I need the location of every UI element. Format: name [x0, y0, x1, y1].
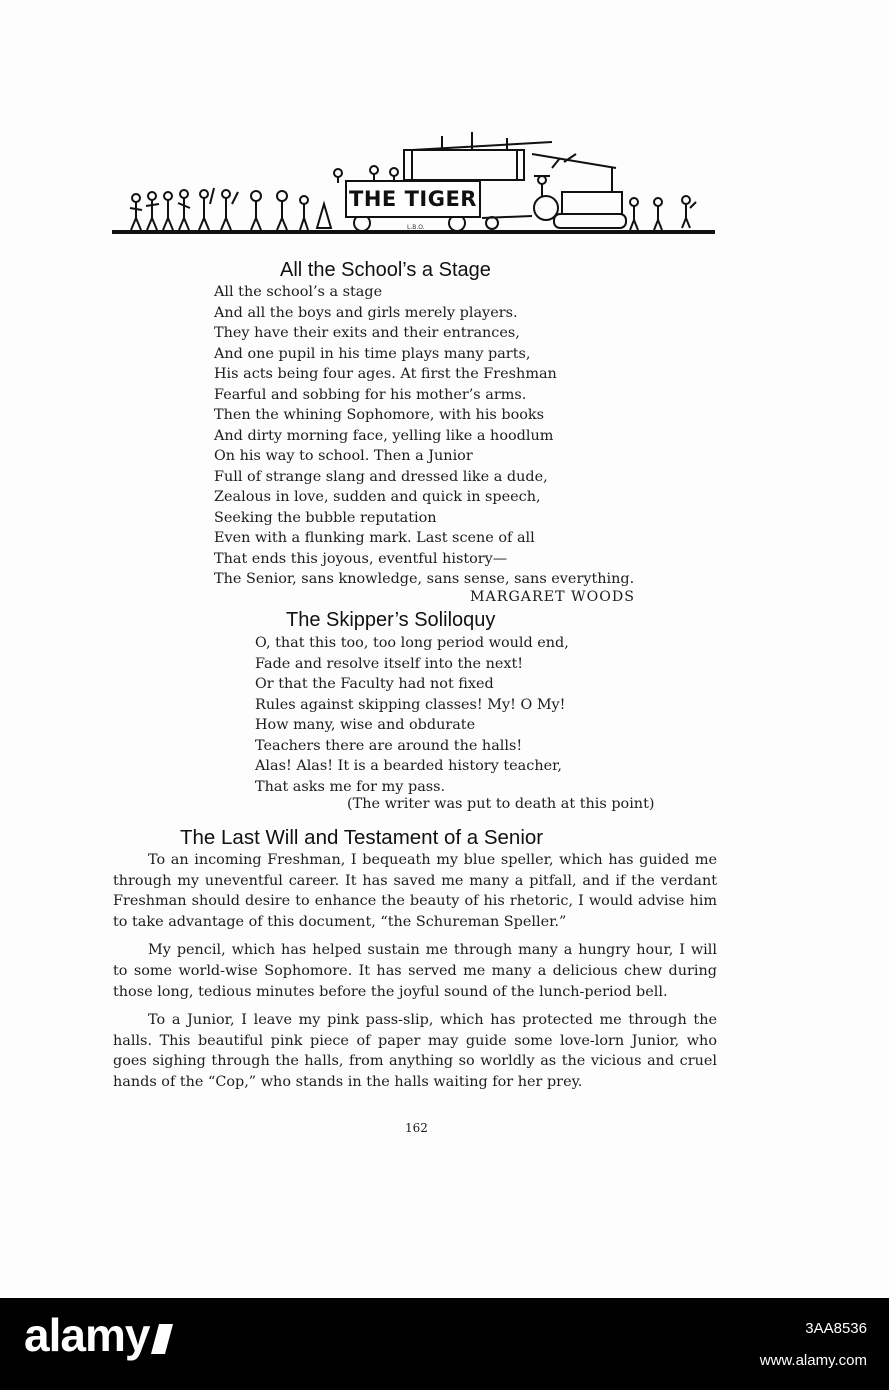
stock-watermark-bar [0, 1298, 889, 1390]
poem-line: Full of strange slang and dressed like a dude, [214, 468, 548, 485]
banner-title: THE TIGER [345, 180, 481, 218]
poem-line: Fearful and sobbing for his mother’s arms. [214, 386, 527, 403]
will-paragraph: To an incoming Freshman, I bequeath my blue speller, which has guided me through my uneventful career. It has saved me many a pitfall, and if the verdant Freshman should desire to enhance the beauty of his rhetoric, I would advise him to take advantage of this document, “the Schureman Speller.” [113, 852, 717, 930]
logo-mark-icon [151, 1324, 173, 1354]
poem-line: Fade and resolve itself into the next! [255, 655, 524, 672]
poem-line: Even with a flunking mark. Last scene of all [214, 530, 535, 546]
poem-line: And one pupil in his time plays many parts, [214, 345, 531, 362]
page-number: 162 [405, 1121, 428, 1135]
stock-logo[interactable] [24, 1308, 169, 1362]
stock-logo-text: alamy [24, 1309, 150, 1361]
poem-line: Then the whining Sophomore, with his books [214, 407, 545, 423]
poem1-lines [214, 282, 634, 590]
will-paragraph: To a Junior, I leave my pink pass-slip, which has protected me through the halls. This beautiful pink piece of paper may guide some love-lorn Junior, who goes sighing through the halls, from anything so worldly as the vicious and cruel hands of the “Cop,” who stands in the halls waiting for her prey. [113, 1012, 717, 1090]
poem-line: Rules against skipping classes! My! O My! [255, 696, 566, 713]
tiger-banner-illustration [112, 128, 715, 240]
poem-line: Zealous in love, sudden and quick in speech, [214, 489, 541, 505]
poem2-note: (The writer was put to death at this point) [347, 796, 655, 812]
poem1-author: MARGARET WOODS [470, 589, 635, 605]
poem-line: All the school’s a stage [214, 284, 383, 300]
poem2-lines [255, 633, 569, 797]
poem-line: On his way to school. Then a Junior [214, 448, 473, 464]
poem-line: And dirty morning face, yelling like a hoodlum [214, 427, 554, 444]
poem-line: That asks me for my pass. [255, 778, 446, 795]
stock-url-link[interactable]: www.alamy.com [759, 1352, 867, 1369]
poem-line: The Senior, sans knowledge, sans sense, sans everything. [214, 571, 635, 587]
poem-line: O, that this too, too long period would end, [255, 635, 569, 651]
will-body [113, 850, 717, 1101]
stock-image-id: 3AA8536 [805, 1320, 867, 1337]
poem1-title: All the School’s a Stage [280, 259, 491, 281]
poem-line: Seeking the bubble reputation [214, 509, 437, 526]
poem-line: Or that the Faculty had not fixed [255, 676, 494, 692]
poem-line: Alas! Alas! It is a bearded history teacher, [255, 758, 562, 774]
poem-line: And all the boys and girls merely players. [214, 304, 518, 321]
poem-line: Teachers there are around the halls! [255, 737, 523, 754]
will-paragraph: My pencil, which has helped sustain me through many a hungry hour, I will to some world-wise Sophomore. It has served me many a delicious chew during those long, tedious minutes before the joyful sound of the lunch-period bell. [113, 942, 717, 1000]
poem-line: How many, wise and obdurate [255, 717, 476, 733]
poem-line: That ends this joyous, eventful history— [214, 550, 508, 567]
will-title: The Last Will and Testament of a Senior [180, 826, 544, 849]
poem-line: His acts being four ages. At first the Freshman [214, 366, 557, 382]
banner-signature: L.B.O. [407, 224, 425, 231]
poem2-title: The Skipper’s Soliloquy [286, 609, 496, 631]
poem-line: They have their exits and their entrances, [214, 325, 520, 341]
